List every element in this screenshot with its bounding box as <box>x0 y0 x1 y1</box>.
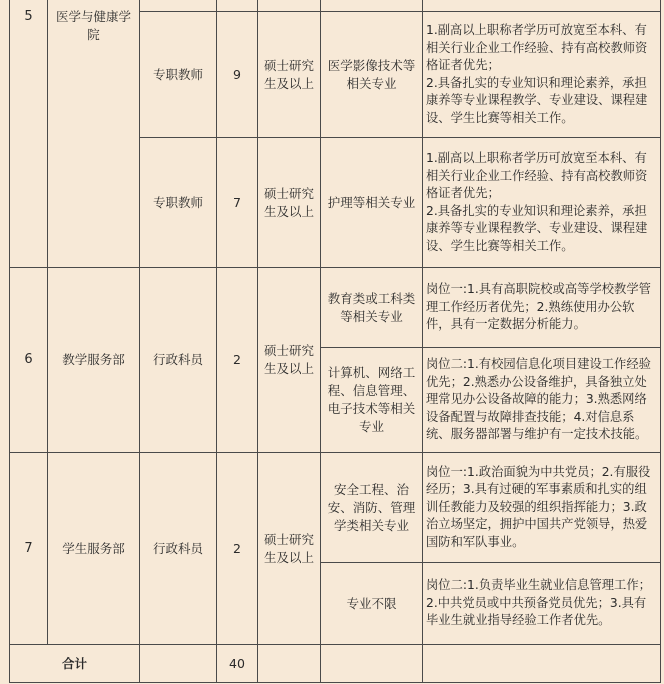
requirement-cell: 岗位一:1.政治面貌为中共党员；2.有服役经历；3.具有过硬的军事素质和扎实的组训任教能力及较强的组织指挥能力；3.政治立场坚定，拥护中国共产党领导，热爱国防和军队事业。 <box>423 453 661 563</box>
position-count: 9 <box>217 12 258 138</box>
degree-cell: 硕士研究生及以上 <box>258 12 321 138</box>
position-title: 专职教师 <box>140 138 217 268</box>
major-cell: 护理等相关专业 <box>321 138 423 268</box>
requirement-text: 1.副高以上职称者学历可放宽至本科、有相关行业企业工作经验、持有高校教师资格证者优先； 2.具备扎实的专业知识和理论素养，承担康养等专业课程教学、专业建设、课程建设、学生比赛等相关工作。 <box>426 151 648 253</box>
requirement-cell: 岗位二:1.负责毕业生就业信息管理工作；2.中共党员或中共预备党员优先；3.具有毕业生就业指导经验工作者优先。 <box>423 563 661 645</box>
requirement-cell <box>423 138 661 268</box>
major-cell: 安全工程、治安、消防、管理学类相关专业 <box>321 453 423 563</box>
position-count: 2 <box>217 453 258 645</box>
total-label: 合计 <box>10 645 140 683</box>
degree-cell: 硕士研究生及以上 <box>258 138 321 268</box>
table-row <box>10 0 661 12</box>
position-title: 行政科员 <box>140 453 217 645</box>
major-cell: 医学影像技术等相关专业 <box>321 12 423 138</box>
degree-cell: 硕士研究生及以上 <box>258 453 321 645</box>
row-number: 6 <box>10 268 48 453</box>
row-number: 7 <box>10 453 48 645</box>
department-cell: 医学与健康学院 <box>48 0 140 268</box>
department-cell: 教学服务部 <box>48 268 140 453</box>
recruitment-table <box>9 0 661 683</box>
table-row <box>10 453 661 563</box>
requirement-cell <box>423 12 661 138</box>
major-cell: 专业不限 <box>321 563 423 645</box>
row-number: 5 <box>10 0 48 268</box>
table-row <box>10 268 661 348</box>
major-cell: 计算机、网络工程、信息管理、电子技术等相关专业 <box>321 348 423 453</box>
requirement-text: 1.副高以上职称者学历可放宽至本科、有相关行业企业工作经验、持有高校教师资格证者优先； 2.具备扎实的专业知识和理论素养，承担康养等专业课程教学、专业建设、课程建设、学生比赛等相关工作。 <box>426 23 648 125</box>
position-count: 7 <box>217 138 258 268</box>
requirement-cell: 岗位一:1.具有高职院校或高等学校教学管理工作经历者优先；2.熟练使用办公软件，具有一定数据分析能力。 <box>423 268 661 348</box>
position-title: 行政科员 <box>140 268 217 453</box>
major-cell: 教育类或工科类等相关专业 <box>321 268 423 348</box>
degree-cell: 硕士研究生及以上 <box>258 268 321 453</box>
total-count: 40 <box>217 645 258 683</box>
department-cell: 学生服务部 <box>48 453 140 645</box>
position-count: 2 <box>217 268 258 453</box>
position-title: 专职教师 <box>140 12 217 138</box>
requirement-cell: 岗位二:1.有校园信息化项目建设工作经验优先；2.熟悉办公设备维护，具备独立处理常见办公设备故障的能力；3.熟悉网络设备配置与故障排查技能；4.对信息系统、服务器部署与维护有一定技术技能。 <box>423 348 661 453</box>
total-row <box>10 645 661 683</box>
